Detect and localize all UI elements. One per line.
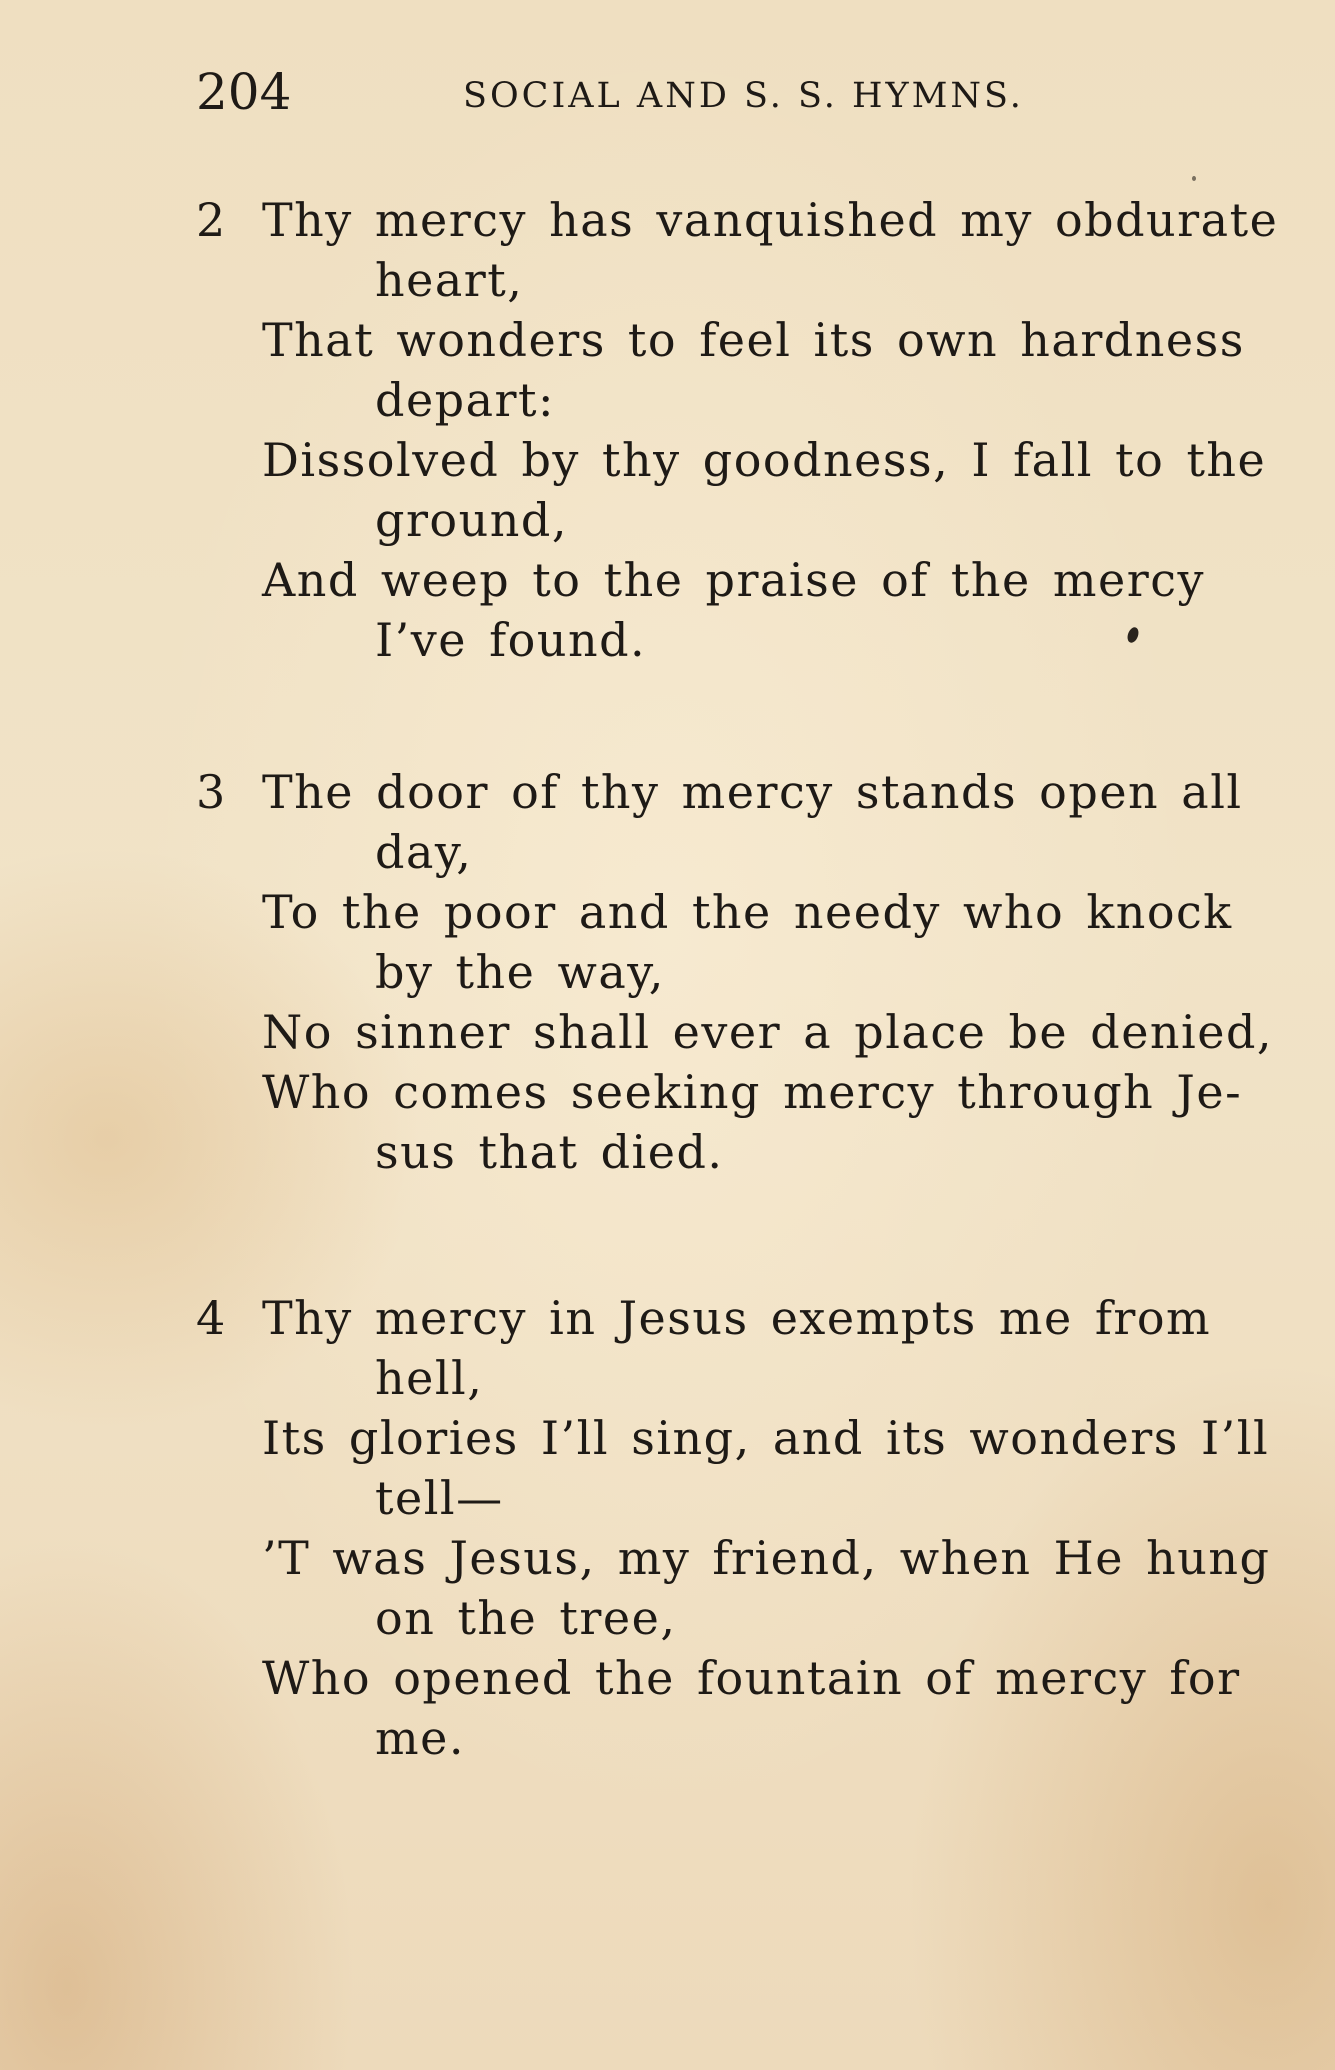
verse-number: 3 xyxy=(196,765,226,819)
verse-line: ground, xyxy=(375,493,568,547)
verse-line: on the tree, xyxy=(375,1591,677,1645)
verse-number: 4 xyxy=(196,1291,226,1345)
verse-line: Dissolved by thy goodness, I fall to the xyxy=(262,433,1267,487)
running-head: SOCIAL AND S. S. HYMNS. xyxy=(463,76,1024,116)
verse-line: No sinner shall ever a place be denied, xyxy=(262,1005,1274,1059)
verse-line: Thy mercy has vanquished my obdurate xyxy=(262,193,1279,247)
page-number: 204 xyxy=(196,63,292,121)
verse-number: 2 xyxy=(196,193,226,247)
verse-line: by the way, xyxy=(375,945,665,999)
verse-line: To the poor and the needy who knock xyxy=(262,885,1233,939)
page-header xyxy=(196,62,1196,122)
verse-line: me. xyxy=(375,1711,465,1765)
verse-line: That wonders to feel its own hardness xyxy=(262,313,1245,367)
verse-line: Who comes seeking mercy through Je- xyxy=(262,1065,1243,1119)
ink-speck xyxy=(1192,176,1196,181)
verse-line: Thy mercy in Jesus exempts me from xyxy=(262,1291,1212,1345)
verse-line: ’T was Jesus, my friend, when He hung xyxy=(262,1531,1271,1585)
verse-line: I’ve found. xyxy=(375,613,647,667)
verse-line: sus that died. xyxy=(375,1125,724,1179)
verse-line: day, xyxy=(375,825,473,879)
verse-line: Its glories I’ll sing, and its wonders I’ll xyxy=(262,1411,1270,1465)
verse-line: heart, xyxy=(375,253,524,307)
verse-line: tell— xyxy=(375,1471,504,1525)
ink-blot xyxy=(1126,626,1141,644)
verse-line: And weep to the praise of the mercy xyxy=(262,553,1205,607)
verse-line: hell, xyxy=(375,1351,484,1405)
verse-line: The door of thy mercy stands open all xyxy=(262,765,1243,819)
verse-line: Who opened the fountain of mercy for xyxy=(262,1651,1241,1705)
verse-line: depart: xyxy=(375,373,556,427)
